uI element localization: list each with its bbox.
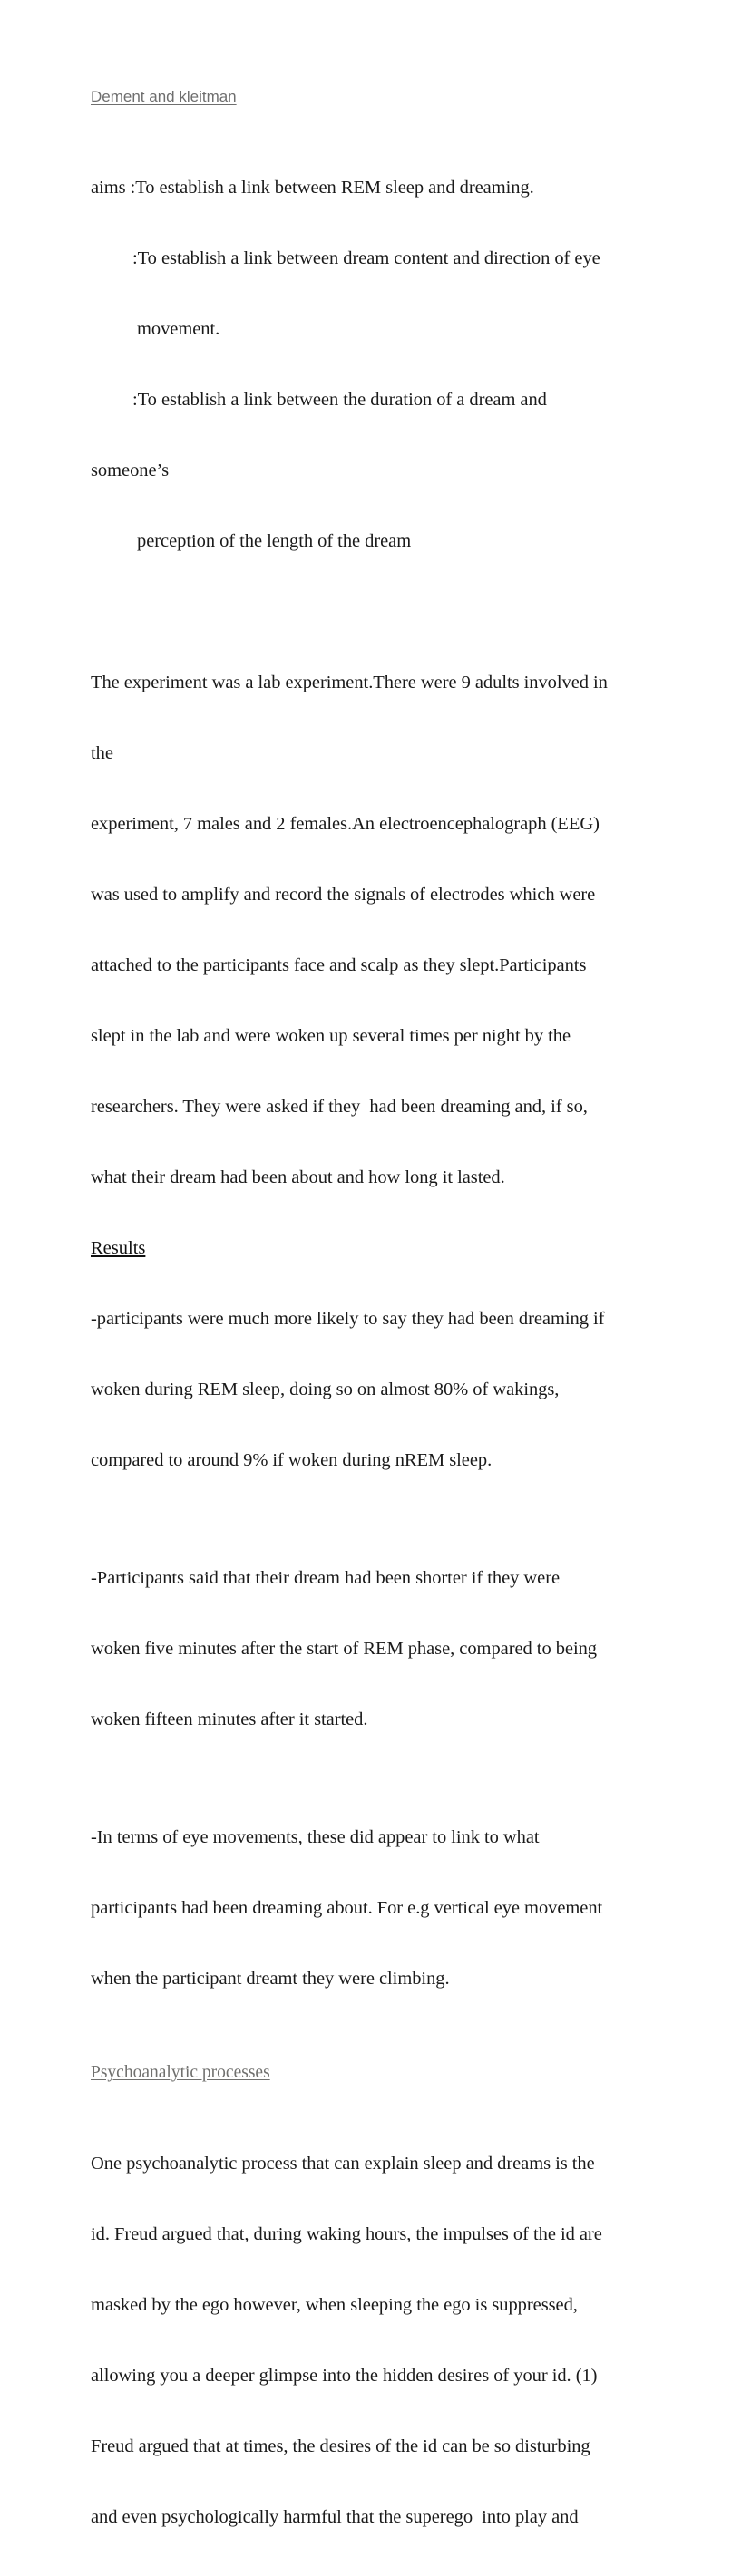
aims-line-4: :To establish a link between the duration of a dream and <box>132 390 547 410</box>
results-b2-line-3: woken fifteen minutes after it started. <box>91 1709 368 1729</box>
aims-line-2: :To establish a link between dream content and direction of eye <box>132 248 600 268</box>
psy-line-6: and even psychologically harmful that the superego into play and <box>91 2507 579 2527</box>
results-b1-line-1: -participants were much more likely to say they had been dreaming if <box>91 1309 605 1329</box>
heading-results: Results <box>91 1238 146 1258</box>
results-b3-line-1: -In terms of eye movements, these did appear to link to what <box>91 1827 540 1847</box>
aims-line-5: someone’s <box>91 460 170 480</box>
section-dement-and-kleitman <box>91 87 658 107</box>
method-line-1: The experiment was a lab experiment.There were 9 adults involved in <box>91 673 608 692</box>
results-b2-line-1: -Participants said that their dream had been shorter if they were <box>91 1568 561 1588</box>
psy-line-2: id. Freud argued that, during waking hours, the impulses of the id are <box>91 2224 602 2244</box>
spacer-after-title <box>91 107 658 129</box>
aims-line-3: movement. <box>137 319 220 339</box>
method-line-8: what their dream had been about and how long it lasted. <box>91 1167 505 1187</box>
method-line-7: researchers. They were asked if they had been dreaming and, if so, <box>91 1097 588 1117</box>
section-results <box>91 1236 658 1260</box>
method-line-5: attached to the participants face and scalp as they slept.Participants <box>91 955 587 975</box>
heading-psychoanalytic-processes: Psychoanalytic processes <box>91 2063 270 2082</box>
spacer-after-psychoanalytic-heading <box>91 2085 658 2105</box>
psy-line-1: One psychoanalytic process that can explain sleep and dreams is the <box>91 2154 595 2174</box>
results-b1-line-2: woken during REM sleep, doing so on almost 80% of wakings, <box>91 1380 560 1399</box>
method-line-2: the <box>91 743 113 763</box>
results-b3-line-3: when the participant dreamt they were climbing. <box>91 1969 450 1989</box>
psy-line-4: allowing you a deeper glimpse into the hidden desires of your id. (1) <box>91 2366 598 2386</box>
results-bullet-3 <box>91 1778 658 2038</box>
psy-line-5: Freud argued that at times, the desires of the id can be so disturbing <box>91 2436 590 2456</box>
results-b3-line-2: participants had been dreaming about. For e.g vertical eye movement <box>91 1898 603 1918</box>
aims-line-6: perception of the length of the dream <box>137 531 412 551</box>
aims-block <box>91 129 658 600</box>
document-content <box>91 87 658 2576</box>
results-bullet-2 <box>91 1519 658 1778</box>
results-b1-line-3: compared to around 9% if woken during nREM sleep. <box>91 1450 493 1470</box>
method-line-6: slept in the lab and were woken up several times per night by the <box>91 1026 571 1046</box>
spacer-before-method <box>91 600 658 624</box>
method-block <box>91 624 658 1236</box>
section-psychoanalytic-processes <box>91 2061 658 2085</box>
results-bullet-1 <box>91 1260 658 1519</box>
method-line-4: was used to amplify and record the signals of electrodes which were <box>91 885 596 905</box>
aims-line-1: aims :To establish a link between REM sleep and dreaming. <box>91 178 534 198</box>
psychoanalytic-paragraph <box>91 2105 658 2576</box>
psy-line-3: masked by the ego however, when sleeping the ego is suppressed, <box>91 2295 578 2315</box>
heading-dement-and-kleitman: Dement and kleitman <box>91 88 237 105</box>
results-b2-line-2: woken five minutes after the start of REM phase, compared to being <box>91 1639 598 1659</box>
method-line-3: experiment, 7 males and 2 females.An electroencephalograph (EEG) <box>91 814 600 834</box>
spacer-before-psychoanalytic <box>91 2038 658 2061</box>
